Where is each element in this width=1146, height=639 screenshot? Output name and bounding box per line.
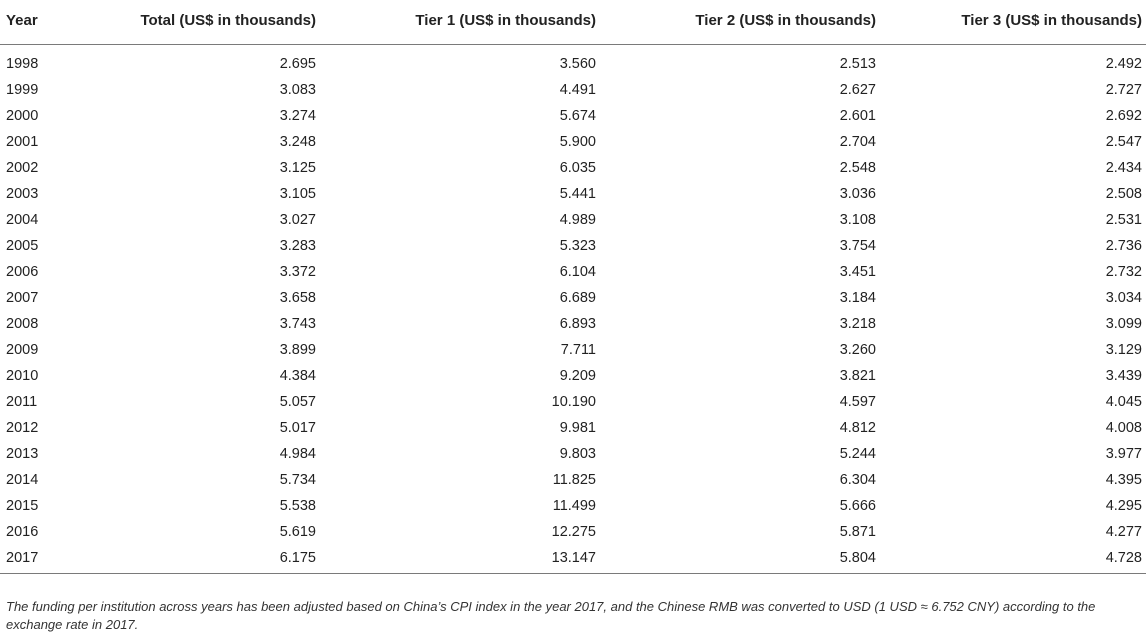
table-row (0, 44, 1146, 77)
cell-year: 2000 (6, 107, 39, 124)
cell-year: 2015 (6, 497, 39, 514)
cell-tier1: 9.209 (559, 367, 596, 384)
cell-tier1: 5.674 (559, 107, 596, 124)
cell-tier3: 2.434 (1105, 159, 1142, 176)
cell-tier3: 2.547 (1105, 133, 1142, 150)
cell-total: 5.619 (279, 523, 316, 540)
cell-tier2: 2.548 (839, 159, 876, 176)
cell-total: 3.105 (279, 185, 316, 202)
cell-tier2: 2.601 (839, 107, 876, 124)
cell-total: 3.372 (279, 263, 316, 280)
cell-total: 4.984 (279, 445, 316, 462)
cell-tier1: 11.825 (552, 471, 596, 488)
cell-year: 2011 (6, 393, 38, 410)
cell-tier2: 6.304 (839, 471, 876, 488)
table-row (0, 441, 1146, 467)
cell-total: 3.743 (279, 315, 316, 332)
cell-year: 2014 (6, 471, 39, 488)
cell-year: 2005 (6, 237, 39, 254)
cell-year: 2002 (6, 159, 39, 176)
cell-tier3: 4.045 (1105, 393, 1142, 410)
column-header-tier3: Tier 3 (US$ in thousands) (880, 0, 1146, 44)
cell-tier1: 5.900 (559, 133, 596, 150)
cell-year: 2013 (6, 445, 39, 462)
cell-total: 3.125 (279, 159, 316, 176)
table-row (0, 207, 1146, 233)
cell-total: 5.017 (279, 419, 316, 436)
cell-tier2: 3.108 (839, 211, 876, 228)
table-row (0, 389, 1146, 415)
cell-tier1: 6.893 (559, 315, 596, 332)
cell-tier3: 2.732 (1105, 263, 1142, 280)
cell-tier3: 4.295 (1105, 497, 1142, 514)
column-header-tier2: Tier 2 (US$ in thousands) (600, 0, 880, 44)
column-header-year: Year (0, 0, 60, 44)
table-row (0, 181, 1146, 207)
cell-tier3: 3.034 (1105, 289, 1142, 306)
cell-tier1: 5.323 (559, 237, 596, 254)
cell-year: 2006 (6, 263, 39, 280)
table-row (0, 519, 1146, 545)
cell-tier2: 3.036 (839, 185, 876, 202)
cell-tier2: 2.513 (839, 55, 876, 72)
cell-tier1: 3.560 (559, 55, 596, 72)
cell-tier2: 4.812 (839, 419, 876, 436)
table-body (0, 44, 1146, 573)
cell-tier3: 2.692 (1105, 107, 1142, 124)
column-header-total: Total (US$ in thousands) (60, 0, 320, 44)
cell-tier3: 4.395 (1105, 471, 1142, 488)
table-row (0, 337, 1146, 363)
cell-tier1: 13.147 (320, 545, 600, 574)
header-row (0, 0, 1146, 44)
cell-tier1: 10.190 (551, 393, 596, 410)
cell-year: 2003 (6, 185, 39, 202)
table-row (0, 493, 1146, 519)
cell-total: 3.027 (279, 211, 316, 228)
table-row (0, 545, 1146, 574)
cell-tier2: 5.666 (839, 497, 876, 514)
table-row (0, 155, 1146, 181)
cell-total: 2.695 (279, 55, 316, 72)
cell-year: 1999 (6, 81, 39, 98)
cell-tier1: 5.441 (559, 185, 596, 202)
cell-tier3: 3.129 (1105, 341, 1142, 358)
cell-tier3: 3.439 (1105, 367, 1142, 384)
cell-tier2: 3.754 (839, 237, 876, 254)
cell-total: 3.283 (279, 237, 316, 254)
cell-year: 2010 (6, 367, 39, 384)
cell-tier1: 4.989 (559, 211, 596, 228)
cell-tier1: 12.275 (551, 523, 596, 540)
cell-tier3: 2.727 (1105, 81, 1142, 98)
cell-total: 5.734 (279, 471, 316, 488)
cell-tier3: 4.008 (1105, 419, 1142, 436)
cell-tier1: 6.035 (559, 159, 596, 176)
table-row (0, 77, 1146, 103)
cell-tier2: 3.451 (839, 263, 876, 280)
cell-tier1: 6.689 (559, 289, 596, 306)
cell-tier3: 2.531 (1105, 211, 1142, 228)
cell-total: 3.248 (279, 133, 316, 150)
table-row (0, 467, 1146, 493)
cell-total: 5.057 (279, 393, 316, 410)
table-footnote: The funding per institution across years has been adjusted based on China’s CPI index in the year 2017, and the Chinese RMB was converted to USD (1 USD ≈ 6.752 CNY) according to the exchange rate in 2017. (6, 599, 1096, 632)
cell-tier2: 2.704 (839, 133, 876, 150)
table-row (0, 129, 1146, 155)
table-row (0, 311, 1146, 337)
cell-year: 2016 (6, 523, 39, 540)
cell-tier1: 7.711 (560, 341, 596, 358)
table-row (0, 103, 1146, 129)
cell-year: 1998 (6, 55, 39, 72)
table-row (0, 285, 1146, 311)
cell-tier3: 3.977 (1105, 445, 1142, 462)
cell-total: 6.175 (60, 545, 320, 574)
cell-tier3: 4.728 (880, 545, 1146, 574)
cell-tier1: 4.491 (559, 81, 596, 98)
cell-tier1: 6.104 (559, 263, 596, 280)
cell-year: 2001 (6, 133, 39, 150)
table-header (0, 0, 1146, 44)
cell-tier3: 4.277 (1105, 523, 1142, 540)
cell-year: 2009 (6, 341, 39, 358)
cell-total: 3.274 (279, 107, 316, 124)
cell-year: 2004 (6, 211, 39, 228)
cell-tier2: 3.260 (839, 341, 876, 358)
cell-year: 2008 (6, 315, 39, 332)
cell-tier2: 5.244 (839, 445, 876, 462)
column-header-tier1: Tier 1 (US$ in thousands) (320, 0, 600, 44)
table-row (0, 415, 1146, 441)
cell-total: 5.538 (279, 497, 316, 514)
cell-tier1: 11.499 (552, 497, 596, 514)
cell-total: 3.083 (279, 81, 316, 98)
cell-year: 2017 (0, 545, 60, 574)
cell-tier2: 3.218 (839, 315, 876, 332)
cell-tier3: 3.099 (1105, 315, 1142, 332)
cell-tier3: 2.736 (1105, 237, 1142, 254)
cell-tier1: 9.803 (559, 445, 596, 462)
cell-tier2: 2.627 (839, 81, 876, 98)
table-row (0, 233, 1146, 259)
cell-tier2: 5.804 (600, 545, 880, 574)
cell-tier2: 3.821 (839, 367, 876, 384)
cell-tier3: 2.508 (1105, 185, 1142, 202)
cell-tier1: 9.981 (559, 419, 596, 436)
cell-total: 4.384 (279, 367, 316, 384)
cell-tier2: 5.871 (839, 523, 876, 540)
cell-tier2: 3.184 (839, 289, 876, 306)
cell-tier2: 4.597 (839, 393, 876, 410)
table-row (0, 259, 1146, 285)
cell-tier3: 2.492 (1105, 55, 1142, 72)
cell-total: 3.658 (279, 289, 316, 306)
table-row (0, 363, 1146, 389)
cell-year: 2012 (6, 419, 39, 436)
cell-year: 2007 (6, 289, 39, 306)
cell-total: 3.899 (279, 341, 316, 358)
